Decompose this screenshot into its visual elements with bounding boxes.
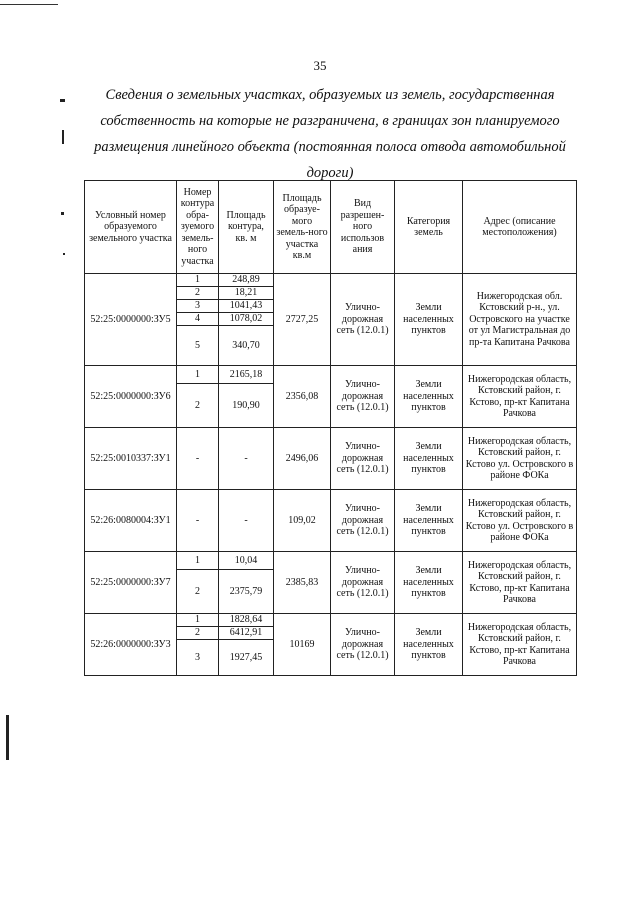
table-row [85, 366, 577, 384]
contour-area-cell: 340,70 [219, 326, 274, 366]
contour-number-cell: - [177, 428, 219, 490]
header-permitted-use: Вид разрешен-ного использов ания [331, 181, 395, 274]
address-cell: Нижегородская область, Кстовский район, г. Кстово, пр-кт Капитана Рачкова [463, 552, 577, 614]
contour-number-cell: 1 [177, 366, 219, 384]
contour-number-cell: 1 [177, 552, 219, 570]
margin-mark [63, 253, 65, 255]
contour-number-cell: 2 [177, 384, 219, 428]
contour-area-cell: 2375,79 [219, 570, 274, 614]
contour-number-cell: 5 [177, 326, 219, 366]
plot-number-cell: 52:25:0000000:ЗУ5 [85, 274, 177, 366]
land-category-cell: Земли населенных пунктов [395, 490, 463, 552]
contour-number-cell: 2 [177, 287, 219, 300]
table-row [85, 428, 577, 490]
permitted-use-cell: Улично-дорожная сеть (12.0.1) [331, 490, 395, 552]
table-row [85, 490, 577, 552]
contour-number-cell: 1 [177, 274, 219, 287]
plot-area-cell: 2727,25 [274, 274, 331, 366]
contour-area-cell: 248,89 [219, 274, 274, 287]
header-address: Адрес (описание местоположения) [463, 181, 577, 274]
land-category-cell: Земли населенных пунктов [395, 614, 463, 676]
table-row [85, 552, 577, 570]
address-cell: Нижегородская область, Кстовский район, г. Кстово, пр-кт Капитана Рачкова [463, 614, 577, 676]
contour-area-cell: 6412,91 [219, 627, 274, 640]
table-row [85, 614, 577, 627]
contour-area-cell: - [219, 428, 274, 490]
contour-area-cell: 190,90 [219, 384, 274, 428]
table-header-row [85, 181, 577, 274]
address-cell: Нижегородская область, Кстовский район, г. Кстово, пр-кт Капитана Рачкова [463, 366, 577, 428]
header-contour-number: Номер контура обра-зуемого земель-ного участка [177, 181, 219, 274]
plot-number-cell: 52:25:0000000:ЗУ6 [85, 366, 177, 428]
contour-area-cell: 1927,45 [219, 640, 274, 676]
permitted-use-cell: Улично-дорожная сеть (12.0.1) [331, 274, 395, 366]
plot-area-cell: 2385,83 [274, 552, 331, 614]
document-title: Сведения о земельных участках, образуемых из земель, государственная собственность на которые не разграничена, в границах зон планируемого размещения линейного объекта (постоянная полоса отвода автомобильной дороги) [94, 87, 566, 181]
land-category-cell: Земли населенных пунктов [395, 366, 463, 428]
contour-area-cell: 1078,02 [219, 313, 274, 326]
contour-number-cell: - [177, 490, 219, 552]
plot-area-cell: 109,02 [274, 490, 331, 552]
margin-mark [61, 212, 64, 215]
contour-number-cell: 3 [177, 300, 219, 313]
contour-number-cell: 3 [177, 640, 219, 676]
land-category-cell: Земли населенных пунктов [395, 428, 463, 490]
table-body [85, 274, 577, 676]
contour-area-cell: 2165,18 [219, 366, 274, 384]
table-row [85, 274, 577, 287]
plot-number-cell: 52:26:0080004:ЗУ1 [85, 490, 177, 552]
contour-area-cell: 18,21 [219, 287, 274, 300]
margin-mark [60, 99, 65, 102]
contour-number-cell: 1 [177, 614, 219, 627]
address-cell: Нижегородская обл. Кстовский р-н., ул. Островского на участке от ул Магистральная до пр-та Капитана Рачкова [463, 274, 577, 366]
permitted-use-cell: Улично-дорожная сеть (12.0.1) [331, 366, 395, 428]
permitted-use-cell: Улично-дорожная сеть (12.0.1) [331, 614, 395, 676]
left-margin-bar [6, 715, 9, 760]
contour-area-cell: 1828,64 [219, 614, 274, 627]
land-category-cell: Земли населенных пунктов [395, 552, 463, 614]
plot-number-cell: 52:25:0000000:ЗУ7 [85, 552, 177, 614]
land-category-cell: Земли населенных пунктов [395, 274, 463, 366]
contour-number-cell: 2 [177, 570, 219, 614]
top-rule [0, 4, 58, 5]
plot-area-cell: 2496,06 [274, 428, 331, 490]
header-plot-number: Условный номер образуемого земельного участка [85, 181, 177, 274]
contour-number-cell: 4 [177, 313, 219, 326]
plot-number-cell: 52:25:0010337:ЗУ1 [85, 428, 177, 490]
plot-number-cell: 52:26:0000000:ЗУ3 [85, 614, 177, 676]
permitted-use-cell: Улично-дорожная сеть (12.0.1) [331, 552, 395, 614]
header-land-category: Категория земель [395, 181, 463, 274]
margin-mark [62, 130, 64, 144]
plot-area-cell: 2356,08 [274, 366, 331, 428]
address-cell: Нижегородская область, Кстовский район, г. Кстово ул. Островского в районе ФОКа [463, 428, 577, 490]
plot-area-cell: 10169 [274, 614, 331, 676]
contour-area-cell: 1041,43 [219, 300, 274, 313]
header-plot-area: Площадь образуе-мого земель-ного участка кв.м [274, 181, 331, 274]
address-cell: Нижегородская область, Кстовский район, г. Кстово ул. Островского в районе ФОКа [463, 490, 577, 552]
contour-number-cell: 2 [177, 627, 219, 640]
page-number: 35 [313, 58, 327, 73]
land-plots-table [84, 180, 577, 676]
header-contour-area: Площадь контура, кв. м [219, 181, 274, 274]
contour-area-cell: - [219, 490, 274, 552]
permitted-use-cell: Улично-дорожная сеть (12.0.1) [331, 428, 395, 490]
contour-area-cell: 10,04 [219, 552, 274, 570]
